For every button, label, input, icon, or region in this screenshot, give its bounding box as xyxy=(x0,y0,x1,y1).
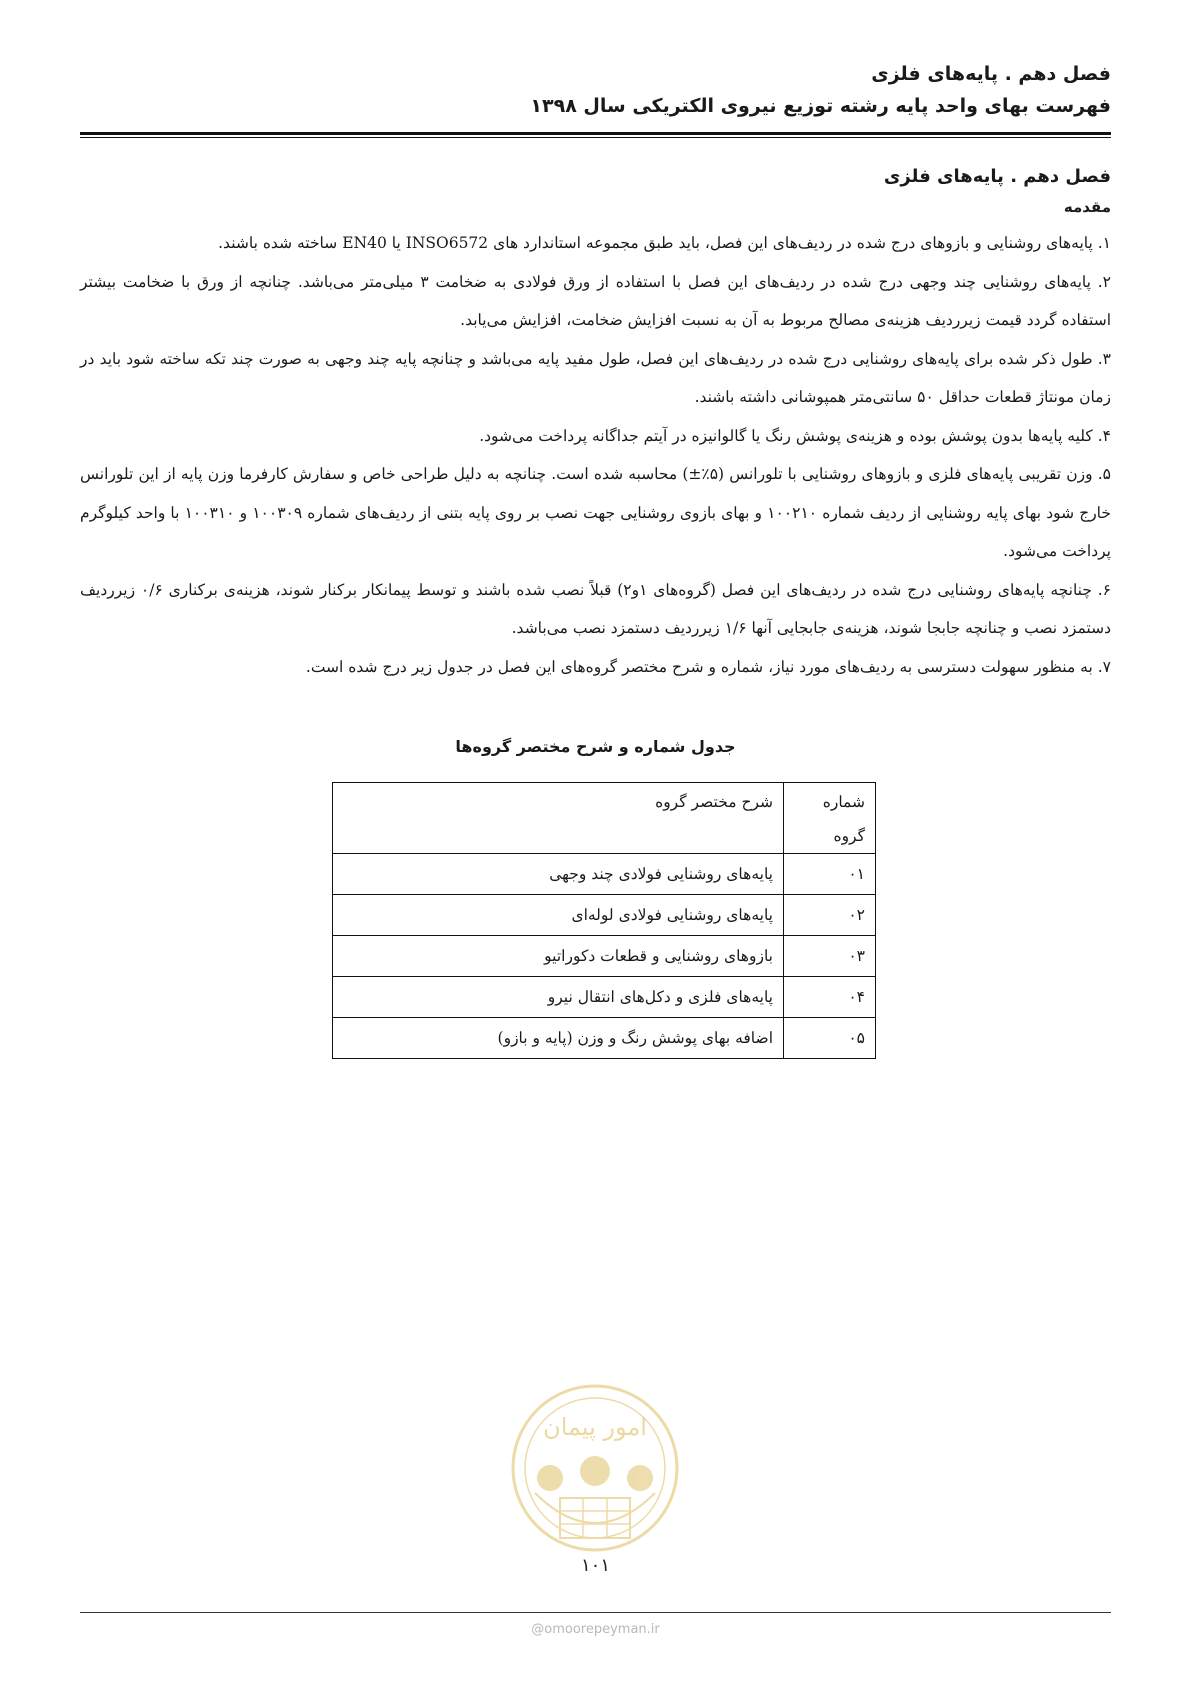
paragraph-1: ۱. پایه‌های روشنایی و بازوهای درج شده در ردیف‌های این فصل، باید طبق مجموعه استاندارد های INSO6572 یا EN40 ساخته شده باشند. xyxy=(218,234,1111,252)
group-number: ۰۴ xyxy=(784,977,876,1018)
watermark-logo-icon xyxy=(505,1373,685,1563)
group-number: ۰۳ xyxy=(784,936,876,977)
paragraph-2: ۲. پایه‌های روشنایی چند وجهی درج شده در ردیف‌های این فصل با استفاده از ورق فولادی به ضخامت ۳ میلی‌متر می‌باشد. چنانچه از ورق با ضخامت بیشتر استفاده گردد قیمت زیرردیف هزینه‌ی مصالح مربوط به آن به نسبت افزایش ضخامت، افزایش می‌یابد. xyxy=(80,272,1111,329)
paragraph-5: ۵. وزن تقریبی پایه‌های فلزی و بازوهای روشنایی با تلورانس (۵٪±) محاسبه شده است. چنانچه به دلیل طراحی خاص و سفارش کارفرما وزن پایه از این تلورانس خارج شود بهای پایه روشنایی از ردیف شماره ۱۰۰۲۱۰ و بهای بازوی روشنایی جهت نصب بر روی پایه بتنی از ردیف‌های شماره ۱۰۰۳۰۹ و ۱۰۰۳۱۰ با واحد کیلوگرم پرداخت می‌شود. xyxy=(80,465,1111,560)
paragraph-6: ۶. چنانچه پایه‌های روشنایی درج شده در ردیف‌های این فصل (گروه‌های ۱و۲) قبلاً نصب شده باشند و توسط پیمانکار برکنار شوند، هزینه‌ی برکناری ۰/۶ زیرردیف دستمزد نصب و چنانچه جابجا شوند، هزینه‌ی جابجایی آنها ۱/۶ زیرردیف دستمزد نصب می‌باشد. xyxy=(80,580,1111,637)
table-row xyxy=(333,977,876,1018)
page-header xyxy=(80,58,1111,122)
table-header-row xyxy=(333,783,876,854)
watermark-text: امور پیمان xyxy=(543,1413,647,1441)
page-number: ۱۰۱ xyxy=(580,1555,610,1576)
group-description: پایه‌های فلزی و دکل‌های انتقال نیرو xyxy=(333,977,784,1018)
intro-label: مقدمه xyxy=(1063,198,1111,216)
section-title: فصل دهم . پایه‌های فلزی xyxy=(883,166,1111,187)
table-row xyxy=(333,895,876,936)
header-divider-thin xyxy=(80,137,1111,138)
table-row xyxy=(333,1018,876,1059)
group-number: ۰۲ xyxy=(784,895,876,936)
header-chapter-title: فصل دهم . پایه‌های فلزی xyxy=(871,63,1111,85)
header-group-number xyxy=(784,783,876,854)
main-content xyxy=(80,162,1111,686)
table-row xyxy=(333,936,876,977)
header-divider-thick xyxy=(80,132,1111,135)
group-description: بازوهای روشنایی و قطعات دکوراتیو xyxy=(333,936,784,977)
header-group-number-line1: شماره xyxy=(822,793,865,811)
footer-website-url: @omoorepeyman.ir xyxy=(531,1622,660,1637)
groups-table xyxy=(332,782,876,1059)
footer-divider xyxy=(80,1612,1111,1613)
paragraph-4: ۴. کلیه پایه‌ها بدون پوشش بوده و هزینه‌ی پوشش رنگ یا گالوانیزه در آیتم جداگانه پرداخت می‌شود. xyxy=(479,426,1111,445)
group-number: ۰۱ xyxy=(784,854,876,895)
paragraph-7: ۷. به منظور سهولت دسترسی به ردیف‌های مورد نیاز، شماره و شرح مختصر گروه‌های این فصل در جدول زیر درج شده است. xyxy=(305,657,1111,676)
group-description: پایه‌های روشنایی فولادی لوله‌ای xyxy=(333,895,784,936)
table-caption: جدول شماره و شرح مختصر گروه‌ها xyxy=(455,737,736,756)
paragraph-3: ۳. طول ذکر شده برای پایه‌های روشنایی درج شده در ردیف‌های این فصل، طول مفید پایه می‌باشد و چنانچه پایه چند وجهی به صورت چند تکه ساخته شود باید در زمان مونتاژ قطعات حداقل ۵۰ سانتی‌متر همپوشانی داشته باشند. xyxy=(80,349,1111,406)
header-group-number-line2: گروه xyxy=(833,827,865,845)
group-description: اضافه بهای پوشش رنگ و وزن (پایه و بازو) xyxy=(333,1018,784,1059)
group-description: پایه‌های روشنایی فولادی چند وجهی xyxy=(333,854,784,895)
header-price-list-title: فهرست بهای واحد پایه رشته توزیع نیروی الکتریکی سال ۱۳۹۸ xyxy=(530,95,1111,117)
header-group-description: شرح مختصر گروه xyxy=(333,783,784,854)
group-number: ۰۵ xyxy=(784,1018,876,1059)
table-row xyxy=(333,854,876,895)
